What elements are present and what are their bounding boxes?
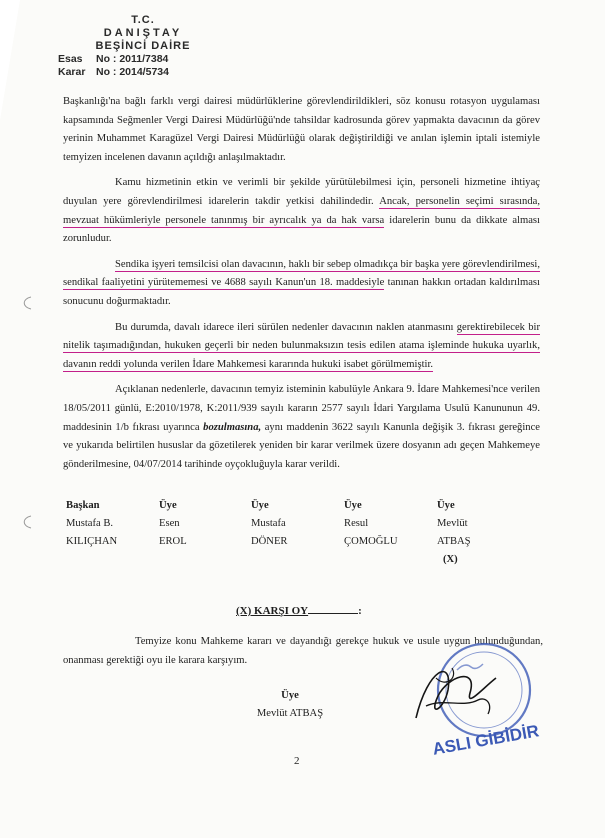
- signatory-first-name: Mustafa: [251, 518, 286, 529]
- signatory-role: Üye: [437, 500, 455, 511]
- signatory-role: Başkan: [66, 500, 100, 511]
- signature-icon: [408, 648, 503, 738]
- hole-punch-mark-icon: [20, 515, 34, 529]
- document-header: [58, 14, 228, 79]
- dissent-heading: (X) KARŞI OY :: [236, 605, 362, 617]
- ruling-word: bozulmasına,: [203, 421, 262, 433]
- paragraph-2: Kamu hizmetinin etkin ve verimli bir şekilde yürütülebilmesi için, personeli hizmetine ihtiyaç duyulan yere görevlendirilmesi idarelerin takdir yetkisi dahilindedir. Ancak, personelin seçimi sırasında, mevzuat hükümleriyle personele tanınmış bir ayrıcalık ya da hak varsa idarelerin bunu da dikkate alması zorunludur.: [63, 177, 541, 245]
- hole-punch-mark-icon: [20, 296, 34, 310]
- highlight-underline: Sendika işyeri temsilcisi olan davacının, haklı bir sebep olmadıkça bir başka yere görevlendirilmesi, sendikal faaliyetini yürütememesi ve 4688 sayılı Kanun'un 18. maddesiyle: [63, 258, 540, 289]
- decision-body: [63, 93, 540, 481]
- scan-edge: [0, 0, 20, 120]
- dissent-text: Temyize konu Mahkeme kararı ve dayandığı gerekçe hukuk ve usule uygun bulunduğundan, onanması gerektiği oyu ile karara karşıyım.: [63, 636, 543, 666]
- page-number: 2: [294, 755, 300, 767]
- signatory-first-name: Mustafa B.: [66, 518, 114, 529]
- svg-text:ASLI GİBİDİR: ASLI GİBİDİR: [431, 721, 541, 759]
- chamber-name: BEŞİNCİ DAİRE: [95, 40, 191, 52]
- signatory-last-name: ÇOMOĞLU: [344, 536, 398, 547]
- highlight-underline: gerektirebilecek bir nitelik taşımadığından, hukuken geçerli bir neden bulunmaksızın tesis edilen atama işleminde hukuka uyarlık, davanın reddi yolunda verilen İdare Mahkemesi kararında hukuki isabet görülmemiştir.: [63, 321, 540, 370]
- paragraph-4: Bu durumda, davalı idarece ileri sürülen nedenler davacının naklen atanmasını gerektirebilecek bir nitelik taşımadığından, hukuken geçerli bir neden bulunmaksızın tesis edilen atama işleminde hukuka uyarlık, davanın reddi yolunda verilen İdare Mahkemesi kararında hukuki isabet görülmemiştir.: [63, 321, 540, 370]
- court-name: DANIŞTAY: [103, 27, 183, 39]
- country-label: T.C.: [131, 14, 155, 26]
- esas-number: Esas No : 2011/7384: [58, 53, 169, 65]
- signatory-first-name: Mevlüt: [437, 518, 468, 529]
- paragraph-3: Sendika işyeri temsilcisi olan davacının, haklı bir sebep olmadıkça bir başka yere görevlendirilmesi, sendikal faaliyetini yürütememesi ve 4688 sayılı Kanun'un 18. maddesiyle tanınan hakkın ortadan kaldırılması sonucunu doğurmaktadır.: [63, 258, 540, 307]
- signatory-role: Üye: [159, 500, 177, 511]
- signatory-last-name: KILIÇHAN: [66, 536, 118, 547]
- dissent-signer: Üye Mevlüt ATBAŞ: [256, 690, 324, 719]
- signatory-role: Üye: [251, 500, 269, 511]
- signatory-role: Üye: [344, 500, 362, 511]
- signatory-last-name: ATBAŞ: [437, 536, 471, 547]
- signatory-last-name: DÖNER: [251, 536, 288, 547]
- signatory-last-name: EROL: [159, 536, 187, 547]
- dissent-mark: (X): [443, 554, 458, 565]
- paragraph-5: Açıklanan nedenlerle, davacının temyiz isteminin kabulüyle Ankara 9. İdare Mahkemesi'nce verilen 18/05/2011 günlü, E:2010/1978, K:2011/939 sayılı kararın 2577 sayılı İdari Yargılama Usulü Kanununun 49. maddesinin 1/b fıkrası uyarınca bozulmasına, aynı maddenin 3622 sayılı Kanunla değişik 3. fıkrası gereğince ve yukarıda belirtilen hususlar da gözetilerek yeniden bir karar verilmek üzere dosyanın adı geçen Mahkemeye gönderilmesine, 04/07/2014 tarihinde oyçokluğuyla karar verildi.: [63, 384, 540, 470]
- highlight-underline: Ancak, personelin seçimi sırasında, mevzuat hükümleriyle personele tanınmış bir ayrıcalık ya da hak varsa: [63, 195, 540, 226]
- signature-block: [66, 497, 506, 569]
- karar-number: Karar No : 2014/5734: [58, 66, 169, 78]
- signatory-first-name: Esen: [159, 518, 180, 529]
- paragraph-1: Başkanlığı'na bağlı farklı vergi dairesi müdürlüklerine görevlendirildikleri, söz konusu rotasyon uygulaması kapsamında Seğmenler Vergi Dairesi Müdürlüğü'nde tahsildar kadrosunda görev yapmakta davacının da görev yerinin Muhammet Karagüzel Vergi Dairesi Müdürlüğü olarak değiştirildiği ve anılan işlemin iptali istemiyle temyizen incelenen davanın açıldığı anlaşılmaktadır.: [63, 96, 540, 163]
- signatory-first-name: Resul: [344, 518, 369, 529]
